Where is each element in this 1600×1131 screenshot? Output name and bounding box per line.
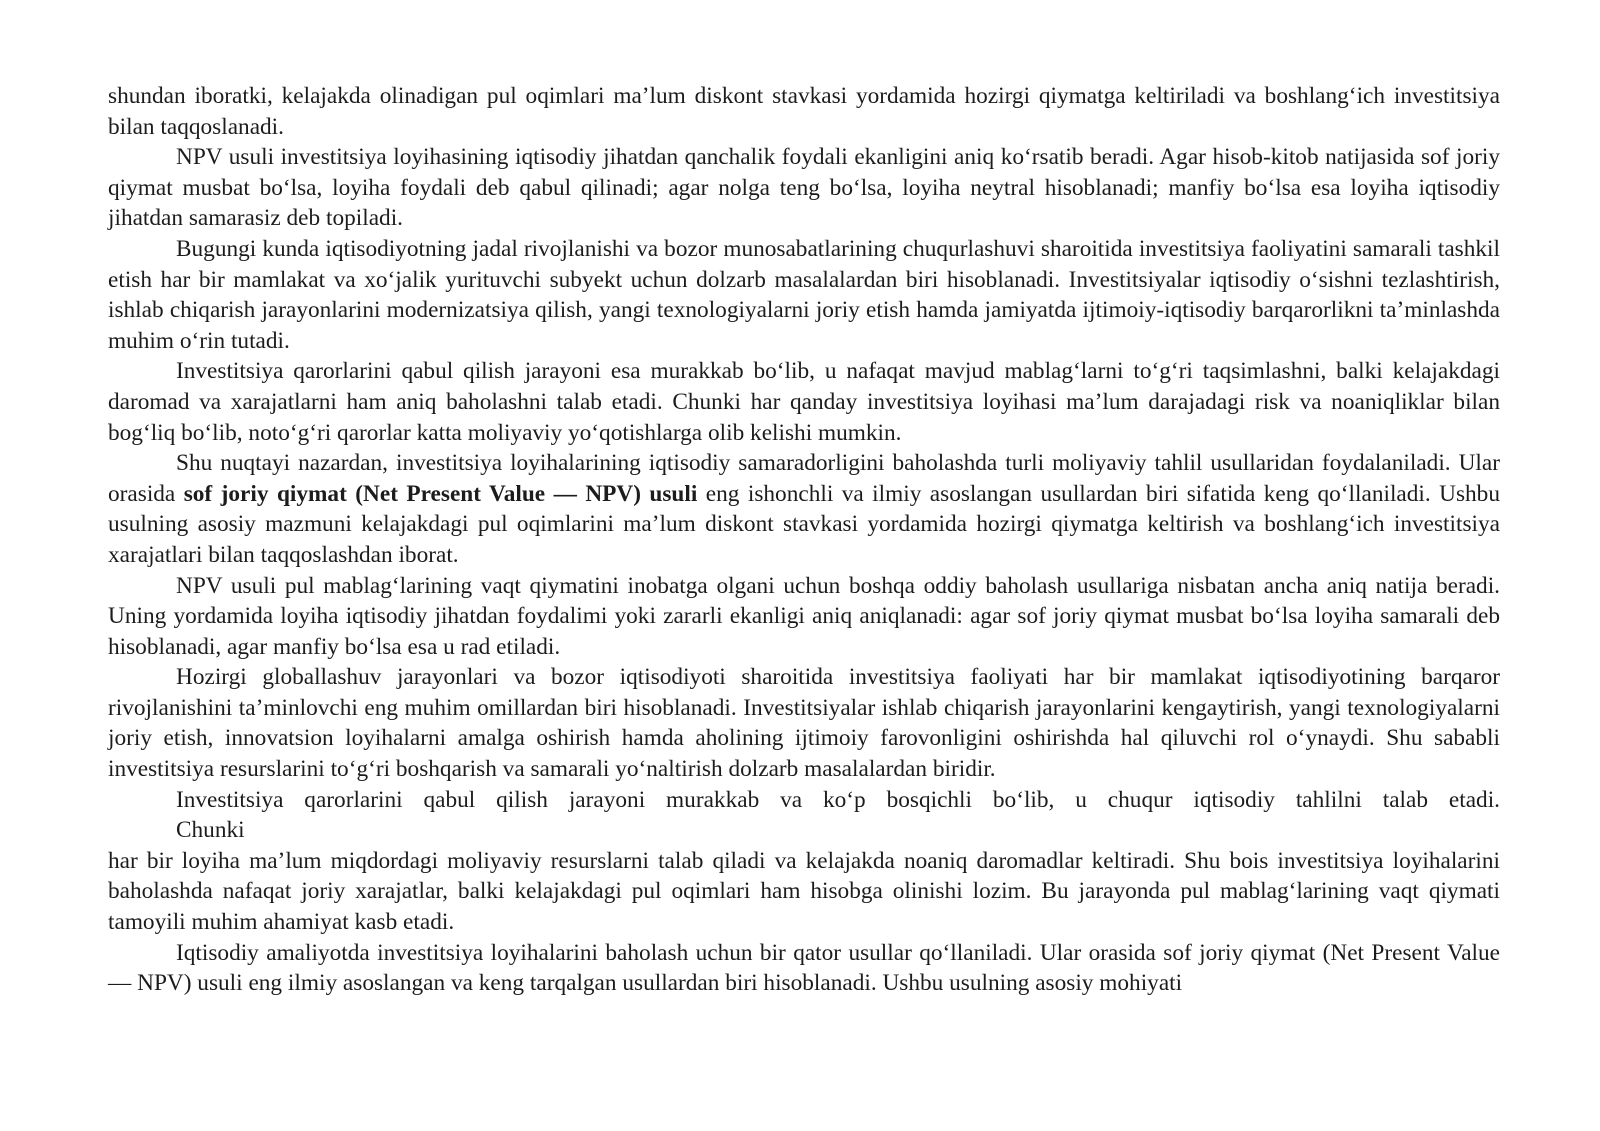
paragraph-text: Shu nuqtayi nazardan, investitsiya loyihalarining iqtisodiy samaradorligini baholashda turli moliyaviy tahlil usullaridan foydalaniladi. Ular orasida [108,450,1500,507]
paragraph: NPV usuli pul mablag‘larining vaqt qiymatini inobatga olgani uchun boshqa oddiy baholash usullariga nisbatan ancha aniq natija beradi. Uning yordamida loyiha iqtisodiy jihatdan foydalimi yoki zararli ekanligi aniq aniqlanadi: agar sof joriy qiymat musbat bo‘lsa loyiha samarali deb hisoblanadi, agar manfiy bo‘lsa esa u rad etiladi. [108,572,1500,660]
paragraph: Investitsiya qarorlarini qabul qilish jarayoni esa murakkab bo‘lib, u nafaqat mavjud mablag‘larni to‘g‘ri taqsimlashni, balki kelajakdagi daromad va xarajatlarni ham aniq baholashni talab etadi. Chunki har qanday investitsiya loyihasi ma’lum darajadagi risk va noaniqliklar bilan bog‘liq bo‘lib, noto‘g‘ri qarorlar katta moliyaviy yo‘qotishlarga olib kelishi mumkin. [108,358,1500,446]
paragraph-fragment: Chunki [176,817,245,844]
paragraph: har bir loyiha ma’lum miqdordagi moliyaviy resurslarni talab qiladi va kelajakda noaniq daromadlar keltiradi. Shu bois investitsiya loyihalarini baholashda nafaqat joriy xarajatlar, balki kelajakdagi pul oqimlari ham hisobga olinishi lozim. Bu jarayonda pul mablag‘larining vaqt qiymati tamoyili muhim ahamiyat kasb etadi. [108,847,1500,936]
paragraph: shundan iboratki, kelajakda olinadigan pul oqimlari ma’lum diskont stavkasi yordamida hozirgi qiymatga keltiriladi va boshlang‘ich investitsiya bilan taqqoslanadi. [108,83,1500,140]
document-page [108,81,1500,999]
paragraph-text: eng ishonchli va ilmiy asoslangan usullardan biri sifatida keng qo‘llaniladi. Ushbu usulning asosiy mazmuni kelajakdagi pul oqimlarini ma’lum diskont stavkasi yordamida hozirgi qiymatga keltirish va boshlang‘ich investitsiya xarajatlari bilan taqqoslashdan iborat. [108,480,1500,568]
paragraph: Investitsiya qarorlarini qabul qilish jarayoni murakkab va ko‘p bosqichli bo‘lib, u chuqur iqtisodiy tahlilni talab etadi. [176,786,1500,813]
paragraph [108,448,1500,570]
paragraph: Iqtisodiy amaliyotda investitsiya loyihalarini baholash uchun bir qator usullar qo‘llaniladi. Ular orasida sof joriy qiymat (Net Present Value — NPV) usuli eng ilmiy asoslangan va keng tarqalgan usullardan biri hisoblanadi. Ushbu usulning asosiy mohiyati [108,939,1500,997]
paragraph: Hozirgi globallashuv jarayonlari va bozor iqtisodiyoti sharoitida investitsiya faoliyati har bir mamlakat iqtisodiyotining barqaror rivojlanishini ta’minlovchi eng muhim omillardan biri hisoblanadi. Investitsiyalar ishlab chiqarish jarayonlarini kengaytirish, yangi texnologiyalarni joriy etish, innovatsion loyihalarni amalga oshirish hamda aholining ijtimoiy farovonligini oshirishda hal qiluvchi rol o‘ynaydi. Shu sababli investitsiya resurslarini to‘g‘ri boshqarish va samarali yo‘naltirish dolzarb masalalardan biridir. [108,664,1500,783]
paragraph: NPV usuli investitsiya loyihasining iqtisodiy jihatdan qanchalik foydali ekanligini aniq ko‘rsatib beradi. Agar hisob-kitob natijasida sof joriy qiymat musbat bo‘lsa, loyiha foydali deb qabul qilinadi; agar nolga teng bo‘lsa, loyiha neytral hisoblanadi; manfiy bo‘lsa esa loyiha iqtisodiy jihatdan samarasiz deb topiladi. [108,144,1500,232]
npv-method-emphasis: sof joriy qiymat (Net Present Value — NPV) usuli [183,480,698,507]
paragraph: Bugungi kunda iqtisodiyotning jadal rivojlanishi va bozor munosabatlarining chuqurlashuvi sharoitida investitsiya faoliyatini samarali tashkil etish har bir mamlakat va xo‘jalik yurituvchi subyekt uchun dolzarb masalalardan biri hisoblanadi. Investitsiyalar iqtisodiy o‘sishni tezlashtirish, ishlab chiqarish jarayonlarini modernizatsiya qilish, yangi texnologiyalarni joriy etish hamda jamiyatda ijtimoiy-iqtisodiy barqarorlikni ta’minlashda muhim o‘rin tutadi. [108,235,1500,354]
